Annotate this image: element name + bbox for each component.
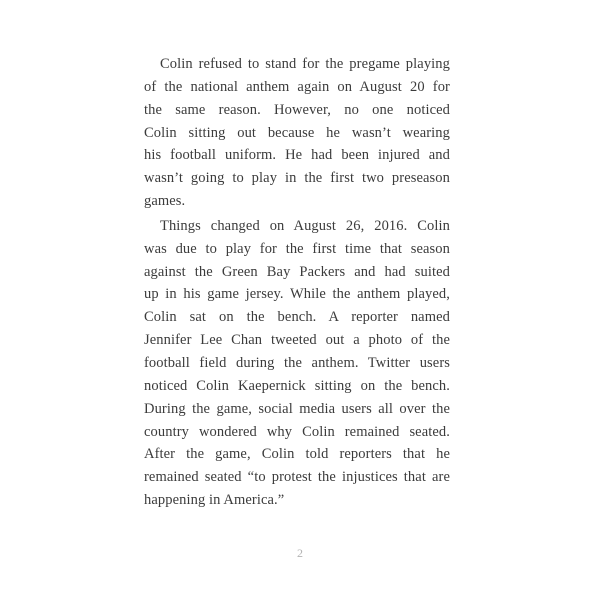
text-line: Colin sitting out because he wasn’t wearing (144, 124, 450, 141)
paragraph-1 (144, 53, 450, 213)
text-line: wasn’t going to play in the first two preseason (144, 170, 450, 187)
text-line: against the Green Bay Packers and had suited (144, 263, 450, 280)
text-line: the same reason. However, no one noticed (144, 101, 450, 118)
text-block (144, 53, 450, 512)
text-line: After the game, Colin told reporters that he (144, 446, 450, 463)
text-line: Jennifer Lee Chan tweeted out a photo of the (144, 332, 450, 349)
text-line: his football uniform. He had been injured and (144, 147, 450, 164)
text-line: Colin refused to stand for the pregame playing (160, 56, 450, 72)
text-line: remained seated “to protest the injustices that are (144, 469, 450, 486)
text-line: Things changed on August 26, 2016. Colin (160, 217, 450, 234)
text-line: up in his game jersey. While the anthem played, (144, 286, 450, 303)
text-line: country wondered why Colin remained seated. (144, 423, 450, 440)
paragraph-2 (144, 215, 450, 512)
text-line: football field during the anthem. Twitter users (144, 354, 450, 371)
text-line: games. (144, 193, 186, 210)
text-line: happening in America.” (144, 492, 285, 509)
text-line: During the game, social media users all over the (144, 400, 450, 417)
text-line: Colin sat on the bench. A reporter named (144, 309, 450, 326)
text-line: was due to play for the first time that season (144, 240, 450, 257)
text-line: of the national anthem again on August 20 for (144, 78, 450, 95)
page-number: 2 (297, 546, 303, 560)
text-line: noticed Colin Kaepernick sitting on the bench. (144, 377, 450, 394)
